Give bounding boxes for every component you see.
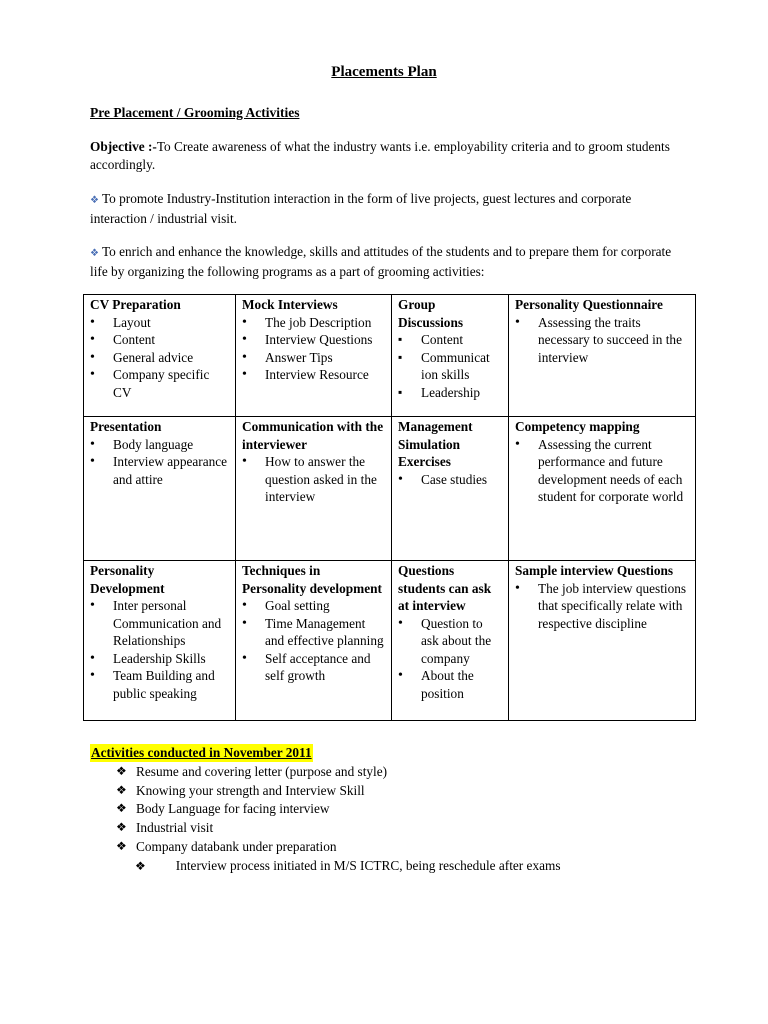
objective-label: Objective :- (90, 139, 157, 154)
cell-heading: Sample interview Questions (515, 563, 674, 578)
four-diamond-bullet-icon: ❖ (116, 838, 127, 853)
cell-list (90, 314, 229, 402)
list-item: • Self acceptance and self growth (242, 650, 385, 685)
list-item: • Body language (90, 436, 229, 454)
four-diamond-bullet-icon: ❖ (116, 764, 127, 778)
diamond-bullet-icon: ❖ (90, 195, 99, 206)
table-row (84, 561, 696, 721)
activity-sub-text: Interview process initiated in M/S ICTRC, being reschedule after exams (175, 858, 561, 873)
list-item: • Leadership Skills (90, 650, 229, 668)
list-item: • Layout (90, 314, 229, 332)
table-cell (84, 295, 236, 417)
activity-text: Knowing your strength and Interview Skill (136, 782, 365, 798)
objective-paragraph (90, 138, 690, 173)
cell-heading: Techniques in Personality development (242, 563, 382, 596)
cell-list (242, 314, 385, 384)
activities-heading: Activities conducted in November 2011 (91, 745, 312, 760)
list-item: ▪ Leadership (398, 384, 502, 402)
diamond-bullet-icon: ❖ (90, 248, 99, 259)
cell-heading: Personality Questionnaire (515, 297, 663, 312)
table-cell (509, 295, 696, 417)
list-item: • Answer Tips (242, 349, 385, 367)
cell-heading: Management Simulation Exercises (398, 419, 473, 469)
list-item: • Content (90, 331, 229, 349)
list-item: • Goal setting (242, 597, 385, 615)
cell-heading: Competency mapping (515, 419, 640, 434)
list-item: • Interview appearance and attire (90, 453, 229, 488)
four-diamond-bullet-icon: ❖ (116, 820, 127, 835)
cell-list (398, 331, 502, 401)
bullet-text: To enrich and enhance the knowledge, skills and attitudes of the students and to prepare them for corporate life by organizing the following programs as a part of grooming activities: (90, 244, 672, 279)
activity-text: Company databank under preparation (136, 838, 337, 854)
page-title: Placements Plan (331, 64, 437, 80)
list-item: • Case studies (398, 471, 502, 489)
list-item: • About the position (398, 667, 502, 702)
list-item (116, 838, 387, 857)
list-item (116, 763, 387, 782)
cell-list (242, 453, 385, 506)
activity-sub-item (135, 857, 561, 876)
list-item: • Assessing the current performance and future development needs of each student for corporate world (515, 436, 689, 506)
list-item: • Time Management and effective planning (242, 615, 385, 650)
cell-list (242, 597, 385, 685)
cell-list (515, 314, 689, 367)
cell-heading: Communication with the interviewer (242, 419, 384, 452)
table-cell (509, 561, 696, 721)
activity-text: Resume and covering letter (purpose and style) (136, 764, 388, 779)
table-cell (236, 417, 392, 561)
table-cell (236, 561, 392, 721)
cell-list (515, 436, 689, 506)
list-item: • The job Description (242, 314, 385, 332)
table-cell (392, 561, 509, 721)
bullet-paragraph-2 (90, 243, 690, 280)
cell-heading: Group Discussions (398, 297, 464, 330)
list-item: • Team Building and public speaking (90, 667, 229, 702)
section-subtitle: Pre Placement / Grooming Activities (90, 105, 300, 120)
cell-heading: Questions students can ask at interview (398, 563, 492, 613)
table-row (84, 295, 696, 417)
cell-heading: Presentation (90, 419, 162, 434)
four-diamond-bullet-icon: ❖ (135, 859, 146, 873)
table-cell (236, 295, 392, 417)
cell-list (398, 471, 502, 489)
activities-list (116, 763, 387, 856)
list-item: • General advice (90, 349, 229, 367)
cell-list (515, 580, 689, 633)
list-item: • Question to ask about the company (398, 615, 502, 668)
list-item: • Assessing the traits necessary to succeed in the interview (515, 314, 689, 367)
four-diamond-bullet-icon: ❖ (116, 782, 127, 797)
table-row (84, 417, 696, 561)
cell-heading: Personality Development (90, 563, 165, 596)
list-item: • Interview Questions (242, 331, 385, 349)
bullet-text: To promote Industry-Institution interaction in the form of live projects, guest lectures and corporate interaction / industrial visit. (90, 191, 632, 226)
cell-list (398, 615, 502, 703)
activities-table (83, 294, 696, 721)
table-cell (84, 417, 236, 561)
table-cell (84, 561, 236, 721)
list-item: • Company specific CV (90, 366, 229, 401)
list-item: ▪ Communicat ion skills (398, 349, 502, 384)
cell-heading: CV Preparation (90, 297, 181, 312)
bullet-paragraph-1 (90, 190, 690, 227)
activity-text: Industrial visit (136, 820, 214, 836)
list-item: • How to answer the question asked in the interview (242, 453, 385, 506)
objective-text: To Create awareness of what the industry wants i.e. employability criteria and to groom students accordingly. (90, 139, 670, 172)
list-item: • Interview Resource (242, 366, 385, 384)
list-item: ▪ Content (398, 331, 502, 349)
list-item (116, 800, 387, 819)
table-cell (392, 295, 509, 417)
cell-heading: Mock Interviews (242, 297, 338, 312)
four-diamond-bullet-icon: ❖ (116, 801, 127, 816)
list-item (116, 782, 387, 801)
activity-text: Body Language for facing interview (136, 801, 330, 817)
list-item: • The job interview questions that specifically relate with respective discipline (515, 580, 689, 633)
list-item (116, 819, 387, 838)
list-item: • Inter personal Communication and Relationships (90, 597, 229, 650)
table-cell (509, 417, 696, 561)
table-cell (392, 417, 509, 561)
cell-list (90, 597, 229, 702)
cell-list (90, 436, 229, 489)
